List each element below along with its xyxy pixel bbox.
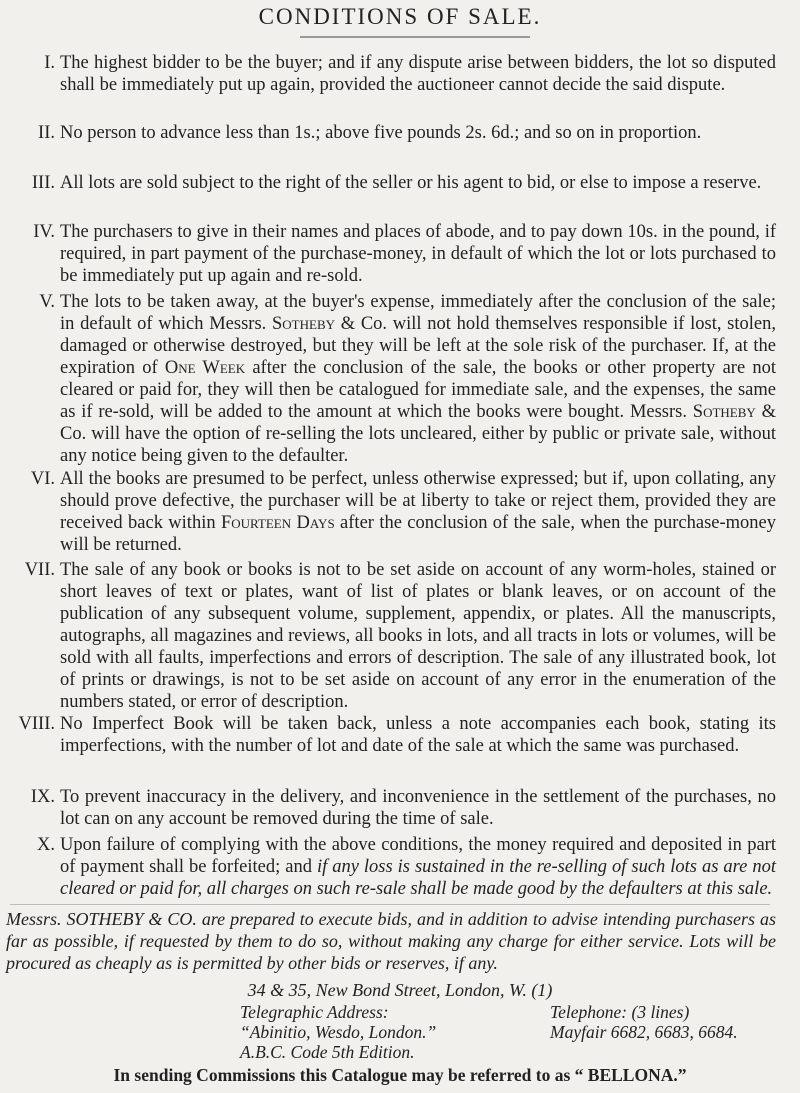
clause-number: VIII. xyxy=(18,714,55,734)
firm-name: Sotheby xyxy=(692,402,756,422)
clause-number: II. xyxy=(38,123,55,143)
clause-text: The sale of any book or books is not to be set aside on account of any worm-holes, stained or short leaves of text or plates, want of list of plates or blank leaves, or on account of the publication of any subsequent volume, supplement, appendix, or plates. All the manuscripts, autographs, all magazines and reviews, all books in lots, and all tracts in lots or volumes, will be sold with all faults, imperfections and errors of description. The sale of any illustrated book, lot of prints or drawings, is not to be set aside on account of any error in the enumeration of the numbers stated, or error of description. xyxy=(60,560,776,712)
clause-number: IV. xyxy=(33,222,55,242)
clause-text: The highest bidder to be the buyer; and if any dispute arise between bidders, the lot so disputed shall be immediately put up again, provided the auctioneer cannot decide the said dispute. xyxy=(60,53,776,95)
page-title: CONDITIONS OF SALE. xyxy=(258,4,542,29)
clause-number: IX. xyxy=(30,787,55,807)
telegraph-code: A.B.C. Code 5th Edition. xyxy=(240,1042,415,1062)
clause-text: Upon failure of complying with the above conditions, the money required and deposited in part of payment shall be forfeited; and if any loss is sustained in the re-selling of such lots as are not cleared or paid for, all charges on such re-sale shall be made good by the defaulters at this sale. xyxy=(60,835,776,899)
clause-number: VI. xyxy=(30,469,55,489)
address: 34 & 35, New Bond Street, London, W. (1) xyxy=(247,980,553,1000)
period-week: One Week xyxy=(164,358,246,378)
clause-text: No Imperfect Book will be taken back, unless a note accompanies each book, stating its imperfections, with the number of lot and date of the sale at which the same was purchased. xyxy=(60,714,776,756)
firm-name: Sotheby xyxy=(272,314,336,334)
clause-number: III. xyxy=(31,173,55,193)
telegraph-label: Telegraphic Address: xyxy=(240,1002,389,1022)
clause-text: All the books are presumed to be perfect, unless otherwise expressed; but if, upon collating, any should prove defective, the purchaser will be at liberty to take or reject them, provided they are received back within Fourteen Days after the conclusion of the sale, when the purchase-money will be returned. xyxy=(60,469,776,555)
telephone xyxy=(550,1002,738,1042)
telegraph-value: “Abinitio, Wesdo, London.” xyxy=(240,1022,437,1042)
bids-note: Messrs. SOTHEBY & CO. are prepared to execute bids, and in addition to advise intending purchasers as far as possible, if requested by them to do so, without making any charge for either service. Lots will be procured as cheaply as is permitted by other bids or reserves, if any. xyxy=(6,909,776,973)
clause-text: The lots to be taken away, at the buyer's expense, immediately after the conclusion of the sale; in default of which Messrs. Sotheby & Co. will not hold themselves responsible if lost, stolen, damaged or otherwise destroyed, but they will be left at the sole risk of the purchaser. If, at the expiration of One Week after the conclusion of the sale, the books or other property are not cleared or paid for, they will then be catalogued for immediate sale, and the expenses, the same as if re-sold, will be added to the amount at which the books were bought. Messrs. Sotheby & Co. will have the option of re-selling the lots uncleared, either by public or private sale, without any notice being given to the defaulter. xyxy=(60,292,777,466)
section-divider xyxy=(10,904,770,905)
clause-text: No person to advance less than 1s.; above five pounds 2s. 6d.; and so on in proportion. xyxy=(60,123,702,143)
clause-number: VII. xyxy=(24,560,55,580)
telephone-value: Mayfair 6682, 6683, 6684. xyxy=(550,1022,738,1042)
clause-text: The purchasers to give in their names and places of abode, and to pay down 10s. in the pound, if required, in part payment of the purchase-money, in default of which the lot or lots purchased to be immediately put up again and re-sold. xyxy=(60,222,776,286)
catalogue-reference: In sending Commissions this Catalogue may be referred to as “ BELLONA.” xyxy=(113,1065,687,1085)
period-days: Fourteen Days xyxy=(220,513,335,533)
telephone-label: Telephone: (3 lines) xyxy=(550,1002,690,1022)
telegraphic-address xyxy=(240,1002,436,1062)
clause-text: To prevent inaccuracy in the delivery, and inconvenience in the settlement of the purchases, no lot can on any account be removed during the time of sale. xyxy=(60,787,776,829)
clause-number: V. xyxy=(39,292,55,312)
clause-text: All lots are sold subject to the right of the seller or his agent to bid, or else to impose a reserve. xyxy=(60,173,762,193)
title-rule xyxy=(300,36,530,38)
clause-number: X. xyxy=(37,835,55,855)
clause-number: I. xyxy=(44,53,55,73)
